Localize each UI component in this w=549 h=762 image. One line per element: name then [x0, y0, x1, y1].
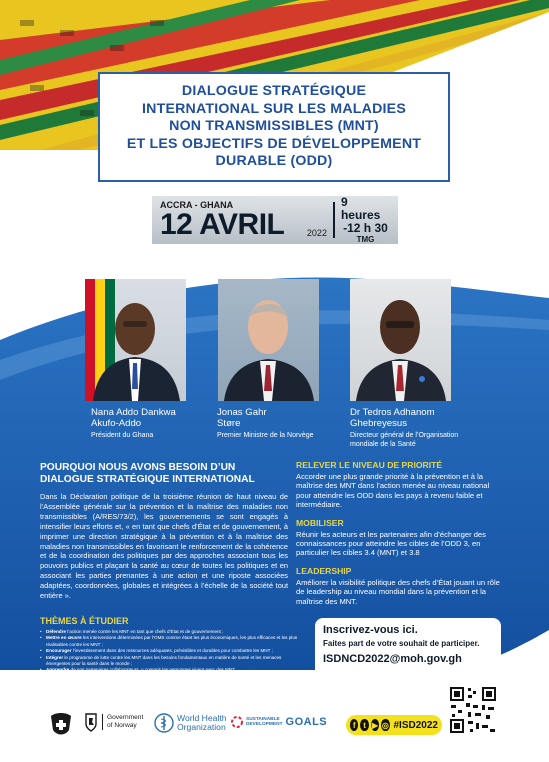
- register-heading: Inscrivez-vous ici.: [323, 624, 418, 636]
- event-time: [341, 196, 390, 245]
- speaker-caption: [91, 407, 201, 440]
- themes-section: [40, 616, 305, 674]
- title-line: DIALOGUE STRATÉGIQUE: [181, 83, 367, 100]
- event-title-box: [98, 72, 450, 182]
- youtube-icon[interactable]: ▶: [371, 720, 379, 730]
- government-of-norway-logo: [83, 712, 143, 732]
- event-time-end: -12 h 30: [343, 220, 388, 235]
- social-hashtag-pill: [346, 715, 442, 735]
- who-text: [177, 714, 227, 732]
- speaker-caption: [217, 407, 337, 440]
- register-email-link[interactable]: ISDNCD2022@moh.gov.gh: [323, 653, 462, 665]
- theme-lead: Encourager: [46, 648, 72, 654]
- theme-lead: Mettre en œuvre: [46, 635, 82, 641]
- goals-section: [296, 460, 506, 606]
- themes-heading: THÈMES À ÉTUDIER: [40, 616, 129, 626]
- event-date-box: [152, 196, 398, 244]
- event-time-start: 9 heures: [340, 194, 381, 222]
- speaker-photo-tedros: [350, 279, 451, 401]
- event-date: 12 AVRIL: [160, 208, 285, 241]
- theme-text: de nos partenaires collaborateurs, y compris les personnes vivant avec des MNT.: [69, 667, 236, 673]
- instagram-icon[interactable]: ◎: [381, 720, 389, 730]
- theme-text: l’action menée contre les MNT en tant que chefs d’État et de gouvernement ;: [65, 629, 224, 634]
- themes-list: [40, 629, 305, 674]
- norway-line: of Norway: [107, 722, 137, 729]
- goal-heading: LEADERSHIP: [296, 565, 352, 576]
- why-body: Dans la Déclaration politique de la troisième réunion de haut niveau de l’Assemblée générale sur la prévention et la maîtrise des maladies non transmissibles (A/RES/73/2), les gouvernements se sont engagés à intensifier leurs efforts et, « en tant que chefs d’État et de gouvernement, à imprimer une direction stratégique à la prévention et à la maîtrise des maladies non transmissibles en favorisant le renforcement de la cohérence et de la coordination des politiques par des approches associant tous les pouvoirs publics et plaçant la santé au cœur de toutes les politiques et en associant les parties prenantes à une action et une riposte associées adaptées, coordonnées, globales et intégrées à l’échelle de la société tout entière ».: [40, 492, 288, 601]
- title-line: DURABLE (ODD): [215, 153, 333, 170]
- who-logo: [154, 713, 227, 733]
- sdg-goals-text: GOALS: [285, 716, 328, 728]
- goal-body: Améliorer la visibilité politique des chefs d’État jouant un rôle de leadership au niveau mondial dans la prévention et la maîtrise des MNT.: [296, 577, 500, 606]
- speaker-role: mondiale de la Santé: [350, 441, 416, 448]
- who-line: World Health: [177, 713, 227, 723]
- sdg-line: DEVELOPMENT: [246, 722, 283, 727]
- sdg-text-small: [246, 717, 283, 728]
- ghana-coat-of-arms-icon: [48, 712, 74, 738]
- sdg-wheel-icon: [231, 716, 243, 728]
- speaker-photo-store: [218, 279, 319, 401]
- theme-lead: Défendre: [46, 629, 66, 634]
- who-line: Organization: [177, 722, 226, 732]
- event-timezone: TMG: [356, 234, 375, 244]
- qr-code-icon[interactable]: [448, 685, 498, 735]
- speaker-name: Nana Addo Dankwa: [91, 407, 176, 418]
- list-item: [40, 635, 305, 648]
- date-left: [160, 196, 327, 244]
- speaker-name: Dr Tedros Adhanom: [350, 407, 435, 418]
- register-subtitle: Faites part de votre souhait de participer.: [323, 639, 480, 648]
- list-item: [40, 655, 305, 668]
- twitter-icon[interactable]: t: [360, 719, 368, 731]
- who-emblem-icon: [154, 713, 174, 733]
- goal-heading: MOBILISER: [296, 517, 344, 528]
- registration-box[interactable]: [315, 618, 501, 678]
- theme-text: l’investissement dans des ressources adéquates, prévisibles et durables pour combattre les MNT ;: [71, 648, 273, 654]
- speaker-photo-akufo-addo: [85, 279, 186, 401]
- norway-text: [102, 714, 143, 730]
- sdg-logo: [231, 716, 327, 728]
- goal-body: Réunir les acteurs et les partenaires afin d’échanger des connaissances pour atteindre les cibles de l’ODD 3, en particulier les cibles 3.4 (MNT) et 3.8: [296, 529, 486, 558]
- speaker-name: Støre: [217, 418, 241, 429]
- event-year: 2022: [306, 228, 327, 238]
- title-line: NON TRANSMISSIBLES (MNT): [169, 118, 379, 135]
- goal-body: Accorder une plus grande priorité à la prévention et à la maîtrise des MNT dans l’action menée au niveau national pour atteindre les ODD dans les pays à revenu faible et intermédiaire.: [296, 472, 490, 510]
- theme-lead: Apprendre: [46, 667, 70, 673]
- date-divider: [333, 202, 335, 238]
- facebook-icon[interactable]: f: [350, 719, 358, 731]
- speaker-role: Directeur général de l’Organisation: [350, 432, 459, 439]
- sdg-line: SUSTAINABLE: [246, 716, 280, 722]
- goal-heading: RELEVER LE NIVEAU DE PRIORITÉ: [296, 460, 443, 470]
- theme-text: le programme de lutte contre les MNT dans les besoins fondamentaux en matière de santé et les menaces émergentes pour la santé dans le monde ;: [46, 654, 282, 667]
- speaker-role: Premier Ministre de la Norvège: [217, 432, 314, 439]
- speaker-role: Président du Ghana: [91, 432, 154, 439]
- why-heading: POURQUOI NOUS AVONS BESOIN D’UN DIALOGUE STRATÉGIQUE INTERNATIONAL: [40, 462, 255, 485]
- list-item: [40, 667, 305, 673]
- title-line: ET LES OBJECTIFS DE DÉVELOPPEMENT: [126, 135, 422, 152]
- speaker-name: Ghebreyesus: [350, 418, 408, 429]
- norway-line: Government: [107, 714, 144, 721]
- speaker-name: Akufo-Addo: [91, 418, 142, 429]
- theme-text: les interventions déterminées par l’OMS comme étant les plus économiques, les plus efficaces et les plus réalisables contre les MNT ;: [46, 635, 298, 647]
- event-city: ACCRA - GHANA: [160, 200, 234, 210]
- speaker-name: Jonas Gahr: [217, 407, 267, 418]
- title-line: INTERNATIONAL SUR LES MALADIES: [141, 100, 406, 117]
- theme-lead: Intégrer: [46, 654, 64, 660]
- why-section: [40, 462, 288, 601]
- norway-lion-icon: [83, 712, 99, 732]
- hashtag: #ISD2022: [393, 719, 438, 731]
- speaker-caption: [350, 407, 490, 449]
